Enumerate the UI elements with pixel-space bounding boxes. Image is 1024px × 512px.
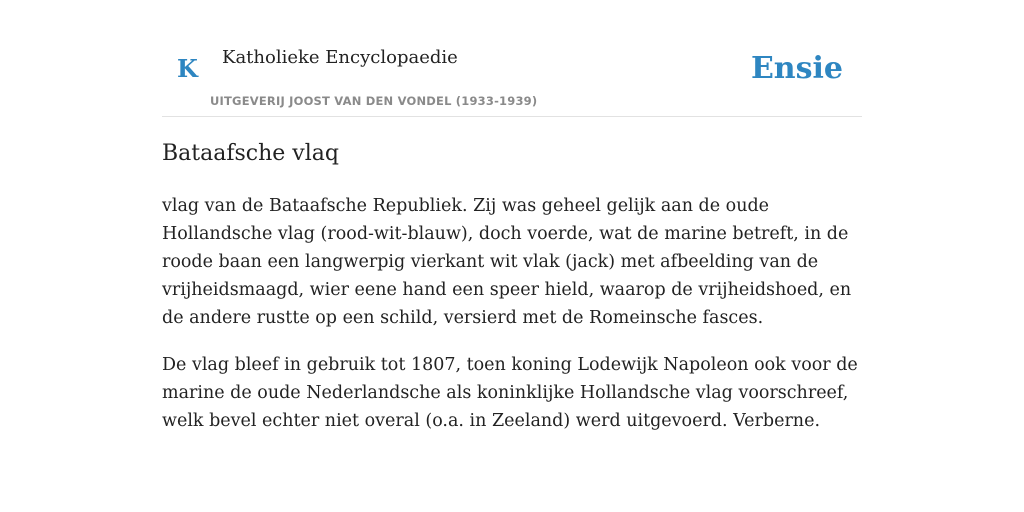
- article-title: Bataafsche vlaq: [162, 141, 339, 166]
- publisher-label: UITGEVERIJ JOOST VAN DEN VONDEL (1933-1939): [210, 94, 538, 108]
- brand-logo[interactable]: Ensie: [750, 51, 843, 86]
- source-title[interactable]: Katholieke Encyclopaedie: [222, 47, 458, 68]
- article-paragraph: De vlag bleef in gebruik tot 1807, toen koning Lodewijk Napoleon ook voor de marine de oude Nederlandsche als koninklijke Hollandsche vlag voorschreef, welk bevel echter niet overal (o.a. in Zeeland) werd uitgevoerd. Verberne.: [162, 355, 858, 431]
- source-logo[interactable]: K: [177, 54, 198, 83]
- article-body: [162, 192, 862, 454]
- page: [162, 0, 862, 431]
- source-header: [162, 0, 862, 117]
- article-paragraph: vlag van de Bataafsche Republiek. Zij was geheel gelijk aan de oude Hollandsche vlag (rood-wit-blauw), doch voerde, wat de marine betreft, in de roode baan een langwerpig vierkant wit vlak (jack) met afbeelding van de vrijheidsmaagd, wier eene hand een speer hield, waarop de vrijheidshoed, en de andere rustte op een schild, versierd met de Romeinsche fasces.: [162, 196, 852, 328]
